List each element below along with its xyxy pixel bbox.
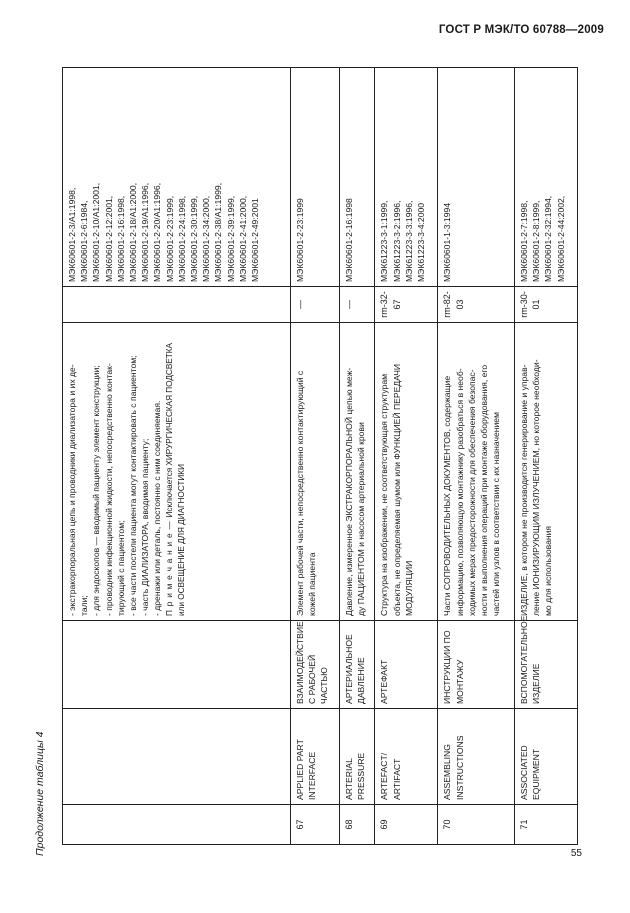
definition-cell [375,323,438,621]
rotated-table-container [62,68,578,845]
definition-line: Давление, измеренное ЭКСТРАКОРПОРАЛЬНОЙ цепью меж- [344,367,355,616]
definition-line: ходимых мерах предосторожности для обеспечения безопас- [466,369,477,616]
definition-cell [63,323,291,621]
reference-line: МЭК60601-2-23:1999 [294,198,305,282]
definition-line: - для эндоскопов — вводимый пациенту элемент конструкции; [91,365,102,616]
terms-table-body [63,68,578,845]
definition-cell [340,323,375,621]
references-cell [63,68,291,287]
definition-line: информацию, позволяющую монтажнику разобраться в необ- [454,368,465,616]
term-russian: ВСПОМОГАТЕЛЬНОЕ ИЗДЕЛИЕ [515,621,578,709]
row-number: 67 [290,805,339,845]
definition-line: - экстракорпоральная цепь и проводники диализатора и их де- [67,364,77,616]
page-number: 55 [570,848,582,859]
reference-line: МЭК60601-2-41:2000, [237,195,248,282]
references-cell [375,68,438,287]
definition-line: тали; [79,595,90,616]
definition-line: Структура на изображении, не соответствующая структурам [379,373,390,616]
reference-line: МЭК60601-1-3:1994 [442,202,453,282]
term-english: ASSEMBLING INSTRUCTIONS [438,709,515,805]
term-russian: АРТЕРИАЛЬНОЕ ДАВЛЕНИЕ [340,621,375,709]
term-russian [63,621,291,709]
row-number: 70 [438,805,515,845]
code-cell [63,287,291,323]
reference-line: МЭК60601-2-6:1984, [79,200,90,282]
row-number: 68 [340,805,375,845]
reference-line: МЭК60601-2-34:2000, [201,195,212,282]
table-row [63,68,291,845]
definition-cell [515,323,578,621]
code-cell: — [340,287,375,323]
term-english: ARTEFACT/ ARTIFACT [375,709,438,805]
reference-line: МЭК60601-2-10/A1:2001, [91,182,102,282]
reference-line: МЭК60601-2-12:2001, [103,195,114,282]
table-row [290,68,339,845]
term-english: ASSOCIATED EQUIPMENT [515,709,578,805]
row-number: 71 [515,805,578,845]
definition-line: МОДУЛЯЦИИ [403,560,414,616]
table-row [340,68,375,845]
definition-line: - часть ДИАЛИЗАТОРА, вводимая пациенту; [140,438,151,616]
definition-line: ду ПАЦИЕНТОМ и насосом артериальной крови [356,422,367,616]
note-text: Исключается ХИРУРГИЧЕСКАЯ ПОДСВЕТКА или ОСВЕЩЕНИЕ ДЛЯ ДИАГНОСТИКИ [164,343,186,616]
reference-line: МЭК60601-2-3/A1:1998, [67,187,77,282]
references-cell [515,68,578,287]
definition-line: частей или узлов в соответствии с их назначением [491,412,502,616]
reference-line: МЭК61223-3-4:2000 [416,202,427,282]
reference-line: МЭК60601-2-44:2002, [555,195,566,282]
reference-line: МЭК60601-2-16:1998 [344,198,355,282]
reference-line: МЭК60601-2-23:1999, [164,195,175,282]
definition-cell [438,323,515,621]
references-cell [438,68,515,287]
references-cell [290,68,339,287]
code-cell: rm-30-01 [515,287,578,323]
definition-line: объекта, не определяемая шумом или ФУНКЦИЕЙ ПЕРЕДАЧИ [391,363,402,616]
table-row [375,68,438,845]
reference-line: МЭК60601-2-39:1999, [225,195,236,282]
definition-line: ление ИОНИЗИРУЮЩИМ ИЗЛУЧЕНИЕМ, но которое необходи- [531,359,542,616]
note-label: П р и м е ч а н и е — [164,520,174,616]
term-english: APPLIED PART INTERFACE [290,709,339,805]
note [164,327,188,616]
table-caption: Продолжение таблицы 4 [34,731,46,856]
row-number: 69 [375,805,438,845]
term-russian: ВЗАИМОДЕЙСТВИЕ С РАБОЧЕЙ ЧАСТЬЮ [290,621,339,709]
reference-line: МЭК60601-2-32:1994, [543,195,554,282]
reference-line: МЭК60601-2-16:1998, [115,195,126,282]
definition-line: - все части постели пациента могут контактировать с пациентом; [128,355,139,616]
table-row [438,68,515,845]
definition-line: тирующий с пациентом; [115,520,126,616]
terms-table [62,67,578,845]
term-russian: АРТЕФАКТ [375,621,438,709]
code-cell: — [290,287,339,323]
code-cell: rm-82-03 [438,287,515,323]
definition-line: - проводник инфекционной жидкости, непосредственно контак- [103,363,114,616]
references-cell [340,68,375,287]
reference-line: МЭК60601-2-38/A1:1999, [213,182,224,282]
definition-line: ИЗДЕЛИЕ, в котором не производится генерирование и управ- [519,364,530,616]
definition-line: ности и выполнения операций при монтаже оборудования, его [479,364,489,616]
reference-line: МЭК60601-2-24:1998, [176,195,187,282]
table-row [515,68,578,845]
term-russian: ИНСТРУКЦИИ ПО МОНТАЖУ [438,621,515,709]
definition-line: Элемент рабочей части, непосредственно контактирующий с [294,370,305,616]
term-english [63,709,291,805]
reference-line: МЭК60601-2-8:1999, [531,200,542,282]
reference-line: МЭК60601-2-49:2001 [250,198,261,282]
definition-line: мо для использования [543,525,554,616]
definition-line: - дренажи или деталь, постоянно с ним соединяемая. [152,400,163,616]
definition-line: Части СОПРОВОДИТЕЛЬНЫХ ДОКУМЕНТОВ, содержащие [442,375,453,616]
reference-line: МЭК61223-3-1:1999, [379,200,390,282]
definition-line: кожей пациента [307,552,318,616]
definition-cell [290,323,339,621]
reference-line: МЭК60601-2-19/A1:1996, [140,182,151,282]
reference-line: МЭК60601-2-18/A1:2000, [128,182,139,282]
reference-line: МЭК60601-2-30:1999, [189,195,200,282]
standard-header: ГОСТ Р МЭК/ТО 60788—2009 [438,24,604,36]
row-number [63,805,291,845]
reference-line: МЭК60601-2-20/A1:1996, [152,182,163,282]
term-english: ARTERIAL PRESSURE [340,709,375,805]
reference-line: МЭК60601-2-7:1998, [519,200,530,282]
reference-line: МЭК61223-3-3:1996, [403,200,414,282]
code-cell: rm-32-67 [375,287,438,323]
reference-line: МЭК61223-3-2:1996, [391,200,402,282]
